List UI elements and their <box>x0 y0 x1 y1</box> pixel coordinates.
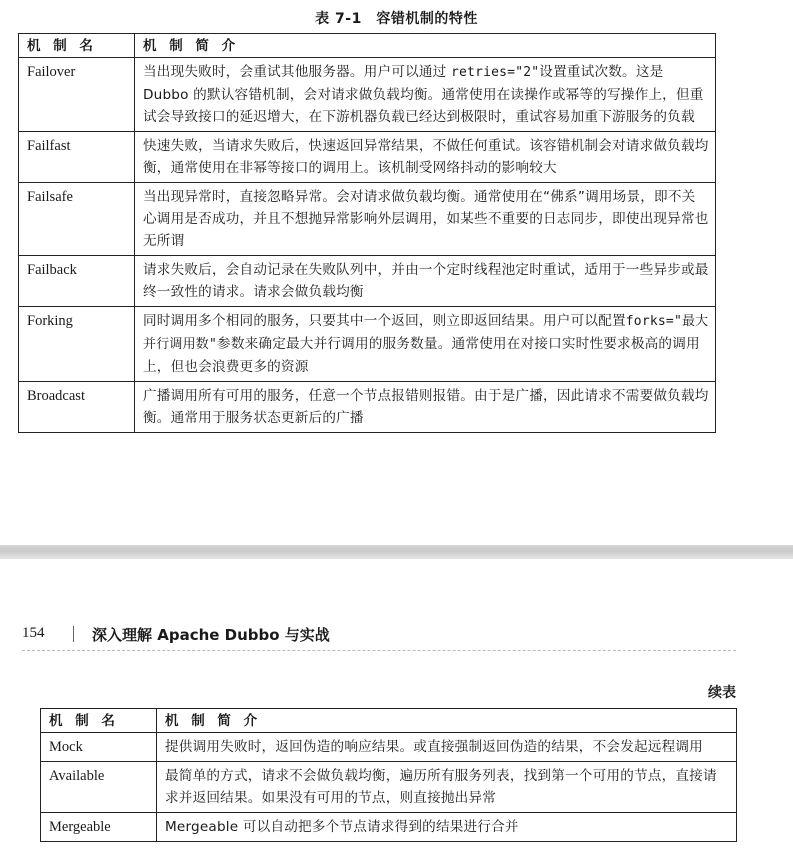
code-snippet: retries="2" <box>450 65 540 80</box>
header-mechanism-name: 机 制 名 <box>41 709 157 733</box>
header-rule <box>22 650 736 651</box>
table-row <box>19 132 716 183</box>
mechanism-name: Available <box>41 762 157 813</box>
mechanism-description <box>135 307 716 382</box>
mechanism-description: 当出现异常时，直接忽略异常。会对请求做负载均衡。通常使用在“佛系”调用场景，即不关心调用是否成功，并且不想抛异常影响外层调用，如某些不重要的日志同步，即使出现异常也无所谓 <box>135 183 716 256</box>
mechanism-name: Failsafe <box>19 183 135 256</box>
table-row <box>19 307 716 382</box>
mechanism-name: Failback <box>19 256 135 307</box>
code-snippet: forks="最大并行调用数" <box>143 314 709 352</box>
fault-tolerance-table-continued <box>40 708 737 842</box>
description-text: 设置重试次数。这是Dubbo 的默认容错机制，会对请求做负载均衡。通常使用在读操作或幂等的写操作上，但重试会导致接口的延迟增大，在下游机器负载已经达到极限时，重试容易加重下游服务的负载 <box>143 64 704 125</box>
mechanism-description: 最简单的方式，请求不会做负载均衡，遍历所有服务列表，找到第一个可用的节点，直接请求并返回结果。如果没有可用的节点，则直接抛出异常 <box>157 762 737 813</box>
page-separator <box>0 545 793 559</box>
description-text: 当出现失败时，会重试其他服务器。用户可以通过 <box>143 64 451 80</box>
page-number: 154 <box>22 625 45 641</box>
table-row <box>19 183 716 256</box>
header-mechanism-description: 机 制 简 介 <box>135 34 716 58</box>
mechanism-description: 请求失败后，会自动记录在失败队列中，并由一个定时线程池定时重试，适用于一些异步或最终一致性的请求。请求会做负载均衡 <box>135 256 716 307</box>
book-title: 深入理解 Apache Dubbo 与实战 <box>92 626 330 644</box>
table-header-row <box>41 709 737 733</box>
continued-label: 续表 <box>708 685 736 701</box>
table-row <box>19 382 716 433</box>
table-row <box>41 733 737 762</box>
mechanism-description: 快速失败，当请求失败后，快速返回异常结果，不做任何重试。该容错机制会对请求做负载均衡，通常使用在非幂等接口的调用上。该机制受网络抖动的影响较大 <box>135 132 716 183</box>
header-mechanism-description: 机 制 简 介 <box>157 709 737 733</box>
header-divider <box>73 626 74 642</box>
fault-tolerance-table <box>18 33 716 433</box>
header-mechanism-name: 机 制 名 <box>19 34 135 58</box>
mechanism-name: Failfast <box>19 132 135 183</box>
mechanism-description: 广播调用所有可用的服务，任意一个节点报错则报错。由于是广播，因此请求不需要做负载均衡。通常用于服务状态更新后的广播 <box>135 382 716 433</box>
table-row <box>19 256 716 307</box>
mechanism-name: Broadcast <box>19 382 135 433</box>
mechanism-description: Mergeable 可以自动把多个节点请求得到的结果进行合并 <box>157 813 737 842</box>
table-header-row <box>19 34 716 58</box>
mechanism-description: 提供调用失败时，返回伪造的响应结果。或直接强制返回伪造的结果，不会发起远程调用 <box>157 733 737 762</box>
table-caption: 表 7-1 容错机制的特性 <box>315 11 478 27</box>
description-text: 同时调用多个相同的服务，只要其中一个返回，则立即返回结果。用户可以配置 <box>143 313 626 329</box>
table-row <box>19 58 716 132</box>
description-text: 参数来确定最大并行调用的服务数量。通常使用在对接口实时性要求极高的调用上，但也会浪费更多的资源 <box>143 336 700 375</box>
mechanism-name: Forking <box>19 307 135 382</box>
table-row <box>41 813 737 842</box>
mechanism-name: Mock <box>41 733 157 762</box>
table-row <box>41 762 737 813</box>
mechanism-description <box>135 58 716 132</box>
mechanism-name: Mergeable <box>41 813 157 842</box>
mechanism-name: Failover <box>19 58 135 132</box>
